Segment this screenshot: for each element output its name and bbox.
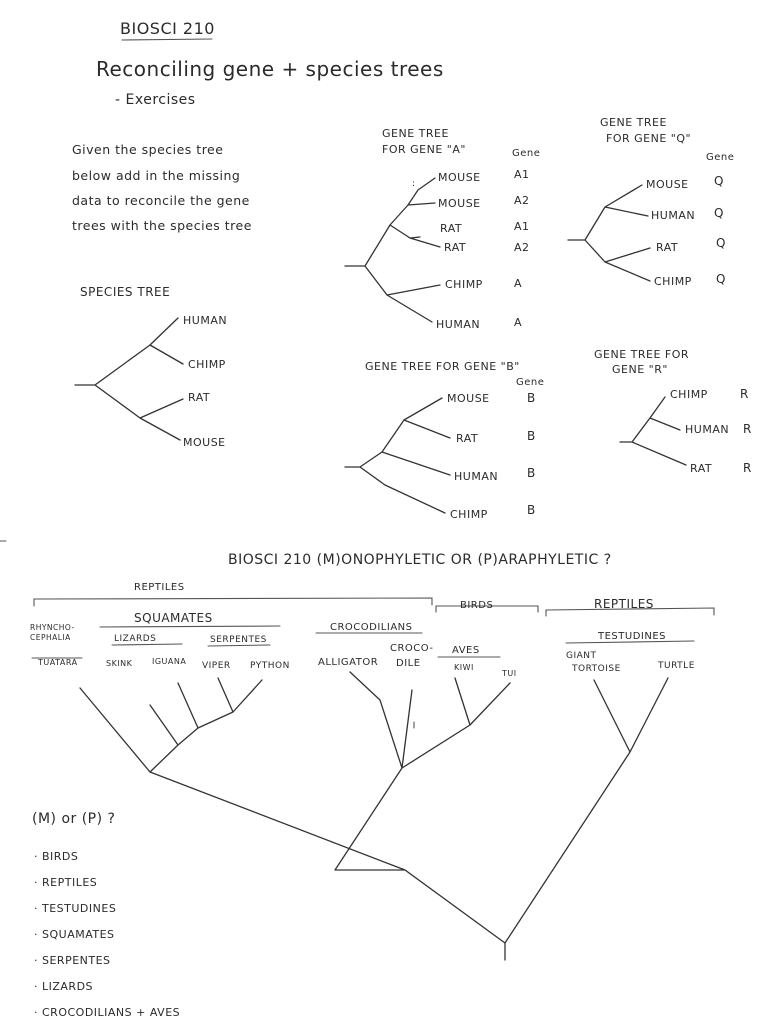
taxon-label: CROCO-: [390, 643, 434, 654]
gene-tree-q-gene: Q: [716, 272, 726, 286]
phylogeny-section: [30, 552, 714, 1019]
group-label-squamates: SQUAMATES: [134, 611, 213, 625]
list-item: · SQUAMATES: [34, 928, 115, 941]
gene-tree-a: [345, 127, 540, 331]
gene-tree-q: [568, 116, 734, 288]
list-item-text: SQUAMATES: [42, 928, 115, 941]
gene-tree-a-gene: A: [514, 316, 523, 329]
gene-tree-a-taxon: MOUSE: [438, 197, 481, 210]
gene-tree-q-taxon: MOUSE: [646, 178, 689, 191]
gene-tree-q-branches: [568, 185, 650, 281]
list-item-text: LIZARDS: [42, 980, 94, 993]
taxon-label: PYTHON: [250, 661, 290, 671]
header: [96, 19, 444, 108]
gene-tree-r-title: GENE "R": [612, 363, 668, 376]
group-list: [34, 850, 180, 1019]
gene-tree-b-branches: [345, 398, 450, 513]
taxon-label: TURTLE: [658, 661, 695, 671]
gene-tree-b-gene: B: [527, 391, 536, 405]
instructions: [72, 142, 252, 233]
instruction-line: trees with the species tree: [72, 218, 252, 233]
gene-tree-b-gene: B: [527, 429, 536, 443]
instruction-line: below add in the missing: [72, 168, 241, 183]
gene-tree-r-taxon: CHIMP: [670, 388, 708, 401]
group-label-birds: BIRDS: [460, 600, 494, 611]
gene-tree-b-gene-header: Gene: [516, 377, 545, 388]
question-label: (M) or (P) ?: [32, 811, 116, 827]
gene-tree-a-gene-header: Gene: [512, 148, 541, 159]
gene-tree-q-gene: Q: [716, 236, 726, 250]
reptile-phylogeny-branches: [80, 672, 668, 960]
gene-tree-a-gene: A1: [514, 168, 530, 181]
gene-tree-b: [345, 360, 544, 521]
taxon-label: ALLIGATOR: [318, 657, 379, 668]
species-tree-title: SPECIES TREE: [80, 285, 171, 299]
species-tree-leaf: RAT: [188, 391, 211, 404]
taxon-label: GIANT: [566, 651, 597, 661]
gene-tree-r-branches: [620, 397, 686, 465]
gene-tree-b-gene: B: [527, 466, 536, 480]
list-item-text: CROCODILIANS + AVES: [42, 1006, 181, 1019]
gene-tree-a-gene: A2: [514, 194, 530, 207]
gene-tree-a-taxon: MOUSE: [438, 171, 481, 184]
gene-tree-r-title: GENE TREE FOR: [594, 348, 690, 361]
taxon-label: TUI: [502, 669, 517, 678]
gene-tree-b-gene: B: [527, 503, 536, 517]
gene-tree-q-gene: Q: [714, 206, 724, 220]
gene-tree-a-taxon: HUMAN: [436, 318, 481, 331]
taxon-label: IGUANA: [152, 657, 187, 666]
gene-tree-q-taxon: CHIMP: [654, 275, 692, 288]
gene-tree-b-taxon: RAT: [456, 432, 479, 445]
list-item: · BIRDS: [34, 850, 79, 863]
gene-tree-r-gene: R: [740, 387, 749, 401]
taxon-label: DILE: [396, 658, 421, 669]
gene-tree-a-gene: A1: [514, 220, 530, 233]
taxon-label: TORTOISE: [572, 664, 621, 674]
gene-tree-a-taxon: RAT: [444, 241, 467, 254]
course-underline: [122, 39, 212, 40]
gene-tree-a-taxon: RAT: [440, 222, 463, 235]
list-item: · TESTUDINES: [34, 902, 117, 915]
taxon-label: SKINK: [106, 659, 133, 668]
taxon-label: VIPER: [202, 661, 231, 671]
list-item-text: TESTUDINES: [42, 902, 117, 915]
gene-tree-a-title: FOR GENE "A": [382, 143, 466, 156]
course-label: BIOSCI 210: [120, 19, 215, 38]
instruction-line: data to reconcile the gene: [72, 193, 250, 208]
list-item-text: SERPENTES: [42, 954, 111, 967]
list-item-text: BIRDS: [42, 850, 79, 863]
species-tree-branches: [75, 318, 183, 440]
taxon-label: KIWI: [454, 663, 474, 672]
gene-tree-r-taxon: RAT: [690, 462, 713, 475]
gene-tree-a-branches: [345, 178, 440, 322]
gene-tree-q-gene-header: Gene: [706, 152, 735, 163]
group-label-aves: AVES: [452, 645, 480, 656]
group-label-reptiles-left: REPTILES: [134, 582, 185, 593]
gene-tree-a-gene: A2: [514, 241, 530, 254]
species-tree-leaf: MOUSE: [183, 436, 226, 449]
gene-tree-b-taxon: MOUSE: [447, 392, 490, 405]
gene-tree-q-title: FOR GENE "Q": [606, 132, 692, 145]
list-item: · REPTILES: [34, 876, 98, 889]
group-label-reptiles-right: REPTILES: [594, 597, 654, 611]
gene-tree-r-gene: R: [743, 422, 752, 436]
gene-tree-q-gene: Q: [714, 174, 724, 188]
taxon-label: TUATARA: [38, 658, 78, 667]
group-label-crocodilians: CROCODILIANS: [330, 622, 413, 633]
group-label-rhyncho: RHYNCHO-: [30, 623, 75, 632]
list-item: · LIZARDS: [34, 980, 94, 993]
gene-tree-q-taxon: RAT: [656, 241, 679, 254]
gene-tree-b-taxon: CHIMP: [450, 508, 488, 521]
group-label-rhyncho: CEPHALIA: [30, 633, 71, 642]
list-item-text: REPTILES: [42, 876, 98, 889]
group-label-testudines: TESTUDINES: [598, 631, 666, 642]
gene-tree-a-gene: A: [514, 277, 523, 290]
instruction-line: Given the species tree: [72, 142, 224, 157]
page-title: Reconciling gene + species trees: [96, 57, 444, 81]
list-item: · CROCODILIANS + AVES: [34, 1006, 181, 1019]
gene-tree-a-dots: :: [412, 179, 416, 189]
group-label-serpentes: SERPENTES: [210, 635, 267, 645]
gene-tree-r-taxon: HUMAN: [685, 423, 730, 436]
species-tree-leaf: CHIMP: [188, 358, 226, 371]
species-tree-leaf: HUMAN: [183, 314, 228, 327]
phylogeny-title: BIOSCI 210 (M)ONOPHYLETIC OR (P)ARAPHYLETIC ?: [228, 552, 612, 568]
gene-tree-a-title: GENE TREE: [382, 127, 449, 140]
species-tree: [75, 285, 227, 449]
gene-tree-b-taxon: HUMAN: [454, 470, 499, 483]
gene-tree-r-gene: R: [743, 461, 752, 475]
group-label-lizards: LIZARDS: [114, 634, 157, 644]
page-subtitle: - Exercises: [115, 92, 196, 108]
gene-tree-a-taxon: CHIMP: [445, 278, 483, 291]
gene-tree-q-taxon: HUMAN: [651, 209, 696, 222]
gene-tree-q-title: GENE TREE: [600, 116, 667, 129]
list-item: · SERPENTES: [34, 954, 111, 967]
gene-tree-r: [594, 348, 752, 475]
gene-tree-b-title: GENE TREE FOR GENE "B": [365, 360, 520, 373]
